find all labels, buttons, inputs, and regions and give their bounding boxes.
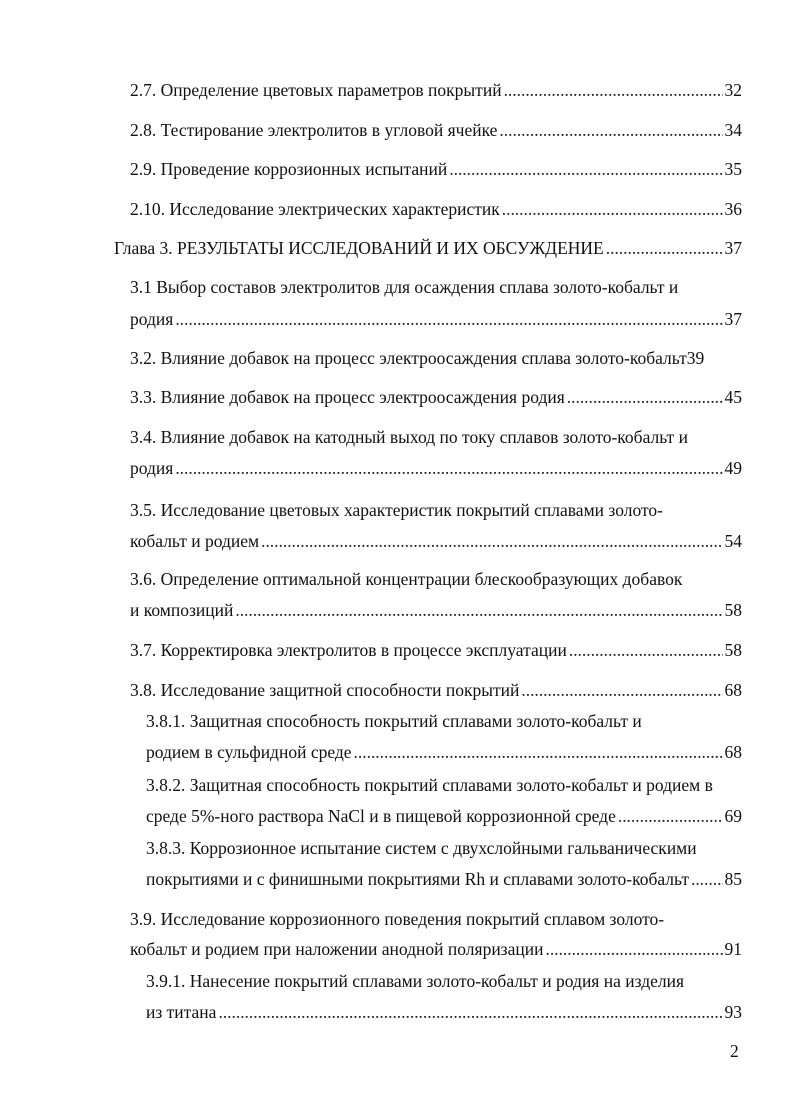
toc-entry-title: родием в сульфидной среде (146, 742, 352, 762)
toc-entry-title: 2.9. Проведение коррозионных испытаний (130, 159, 448, 179)
toc-entry-title: кобальт и родием при наложении анодной поляризации (130, 939, 544, 959)
toc-entry-3-3[interactable] (130, 384, 742, 410)
toc-entry-page: 69 (724, 806, 742, 826)
toc-entry-page: 36 (724, 199, 742, 219)
dot-leader (175, 306, 722, 332)
toc-entry-page: 91 (724, 939, 742, 959)
toc-entry-page: 32 (724, 80, 742, 100)
page-number: 2 (730, 1041, 739, 1061)
toc-entry-3-9-1-line1[interactable]: 3.9.1. Нанесение покрытий сплавами золото-кобальт и родия на изделия (146, 971, 685, 991)
toc-entry-page: 54 (724, 531, 742, 551)
toc-entry-title: 3.8. Исследование защитной способности покрытий (130, 680, 520, 700)
dot-leader (545, 936, 722, 962)
toc-entry-title: родия (130, 309, 174, 329)
toc-entry-3-1[interactable] (130, 306, 742, 332)
dot-leader (218, 999, 722, 1025)
toc-entry-page: 85 (724, 869, 742, 889)
toc-entry-title: среде 5%-ного раствора NaCl и в пищевой коррозионной среде (146, 806, 616, 826)
toc-entry-page: 68 (724, 680, 742, 700)
toc-entry-3-9-1[interactable] (146, 999, 742, 1025)
toc-entry-page: 34 (724, 120, 742, 140)
dot-leader (354, 739, 723, 765)
dot-leader (606, 235, 723, 261)
toc-entry-title: покрытиями и с финишными покрытиями Rh и сплавами золото-кобальт (146, 869, 689, 889)
toc-entry-title: Глава 3. РЕЗУЛЬТАТЫ ИССЛЕДОВАНИЙ И ИХ ОБСУЖДЕНИЕ (114, 238, 604, 258)
toc-entry-3-8-1[interactable] (146, 739, 742, 765)
toc-entry-title: 3.7. Корректировка электролитов в процессе эксплуатации (130, 640, 567, 660)
dot-leader (618, 803, 723, 829)
dot-leader (502, 196, 723, 222)
dot-leader (569, 637, 723, 663)
toc-entry-page: 37 (724, 309, 742, 329)
toc-entry-page: 93 (724, 1002, 742, 1022)
toc-entry-3-2[interactable]: 3.2. Влияние добавок на процесс электроосаждения сплава золото-кобальт39 (130, 348, 705, 368)
toc-entry-chapter-3[interactable] (114, 235, 742, 261)
dot-leader (261, 528, 722, 554)
toc-entry-title: и композиций (130, 600, 234, 620)
toc-entry-page: 45 (724, 387, 742, 407)
toc-entry-page: 35 (724, 159, 742, 179)
toc-entry-title: 2.10. Исследование электрических характеристик (130, 199, 500, 219)
dot-leader (691, 866, 723, 892)
toc-entry-2-10[interactable] (130, 196, 742, 222)
toc-entry-title: 2.7. Определение цветовых параметров покрытий (130, 80, 502, 100)
toc-entry-2-8[interactable] (130, 117, 742, 143)
toc-entry-3-5[interactable] (130, 528, 742, 554)
toc-entry-3-8-2-line1[interactable]: 3.8.2. Защитная способность покрытий сплавами золото-кобальт и родием в (146, 775, 713, 795)
toc-entry-page: 37 (724, 238, 742, 258)
toc-entry-3-9-line1[interactable]: 3.9. Исследование коррозионного поведения покрытий сплавом золото- (130, 909, 665, 929)
toc-entry-title: из титана (146, 1002, 217, 1022)
toc-entry-3-7[interactable] (130, 637, 742, 663)
toc-entry-3-8-3-line1[interactable]: 3.8.3. Коррозионное испытание систем с двухслойными гальваническими (146, 838, 697, 858)
toc-entry-3-4-line1[interactable]: 3.4. Влияние добавок на катодный выход по току сплавов золото-кобальт и (130, 427, 688, 447)
toc-entry-3-8-2[interactable] (146, 803, 742, 829)
toc-entry-3-5-line1[interactable]: 3.5. Исследование цветовых характеристик покрытий сплавами золото- (130, 500, 663, 520)
dot-leader (175, 455, 722, 481)
toc-entry-3-8-1-line1[interactable]: 3.8.1. Защитная способность покрытий сплавами золото-кобальт и (146, 711, 642, 731)
toc-entry-title: кобальт и родием (130, 531, 260, 551)
toc-entry-title: родия (130, 458, 174, 478)
toc-entry-3-8-3[interactable] (146, 866, 742, 892)
toc-entry-2-7[interactable] (130, 77, 742, 103)
toc-entry-title: 2.8. Тестирование электролитов в угловой ячейке (130, 120, 498, 140)
toc-entry-2-9[interactable] (130, 156, 742, 182)
toc-entry-3-6[interactable] (130, 597, 742, 623)
toc-entry-3-4[interactable] (130, 455, 742, 481)
toc-entry-title: 3.3. Влияние добавок на процесс электроосаждения родия (130, 387, 565, 407)
dot-leader (235, 597, 722, 623)
dot-leader (504, 77, 723, 103)
toc-entry-3-6-line1[interactable]: 3.6. Определение оптимальной концентрации блескообразующих добавок (130, 569, 683, 589)
dot-leader (521, 677, 722, 703)
toc-entry-page: 68 (724, 742, 742, 762)
dot-leader (499, 117, 722, 143)
toc-entry-3-8[interactable] (130, 677, 742, 703)
toc-entry-3-9[interactable] (130, 936, 742, 962)
toc-entry-page: 49 (724, 458, 742, 478)
dot-leader (449, 156, 722, 182)
toc-entry-page: 58 (724, 640, 742, 660)
dot-leader (567, 384, 723, 410)
toc-entry-page: 58 (724, 600, 742, 620)
toc-entry-3-1-line1[interactable]: 3.1 Выбор составов электролитов для осаждения сплава золото-кобальт и (130, 277, 679, 297)
